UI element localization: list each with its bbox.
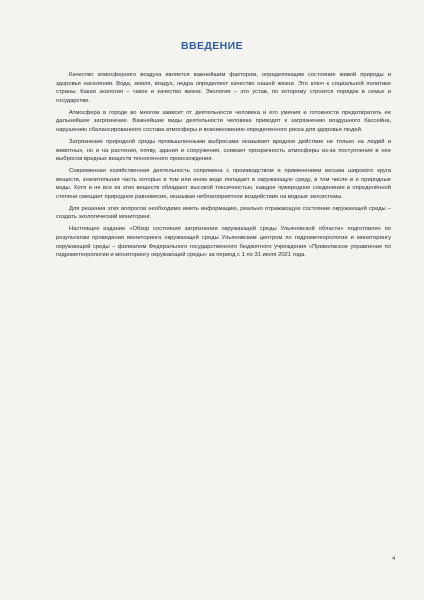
page-title: ВВЕДЕНИЕ — [181, 40, 243, 52]
paragraph-air-quality: Качество атмосферного воздуха является важнейшим фактором, определяющим состояние живой природы и здоровья населения. Вода, земля, воздух, недра определяют качество нашей жизни. Это ключ к социальной политике страны. Какая экология – такое и качество жизни. Экология – это устав, по которому строится порядок в семье и государстве. — [56, 72, 391, 104]
paragraph-monitoring-need: Для решения этих вопросов необходимо иметь информацию, реально отражающую состояние окружающей среды – создать экологический мониторинг. — [56, 205, 391, 221]
document-body — [56, 71, 391, 263]
paragraph-economic-activity: Современная хозяйственная деятельность сопряжена с производством и применением весьма широкого круга веществ, значительная часть которых в том или ином виде попадает в окружающую среду, в том числе в и природные воды. Хотя и не все из этих веществ обладают высокой токсичностью, каждое чужеродное соединение в определённой степени смещает природное равновесие, оказывая неблагоприятное воздействие на водные экосистемы. — [56, 168, 391, 200]
paragraph-industrial-pollution: Загрязнение природной среды промышленными выбросами оказывает вредное действие не только на людей и животных, но и на растения, почву, здания и сооружения, снижает прозрачность атмосферы из-за поступления в нее выбросов вредных веществ техногенного происхождения. — [56, 138, 391, 163]
paragraph-publication-info: Настоящее издание «Обзор состояния загрязнения окружающей среды Ульяновской области» подготовлен по результатам проведения мониторинга окружающей среды Ульяновским центром по гидрометеорологии и мониторингу окружающей среды – филиалом Федерального государственного бюджетного учреждения «Приволжское управление по гидрометеорологии и мониторингу окружающей среды» за период с 1 по 31 июля 2021 года. — [56, 226, 391, 259]
paragraph-city-atmosphere: Атмосфера в городе во многом зависит от деятельности человека и его умения и готовности предотвратить ее дальнейшее загрязнение. Важнейшие виды деятельности человека приводят к загрязнению воздушного бассейна, нарушению сбалансированного состава атмосферы и возникновению определенного риска для здоровья людей. — [56, 109, 391, 133]
page-number: 4 — [392, 556, 396, 562]
